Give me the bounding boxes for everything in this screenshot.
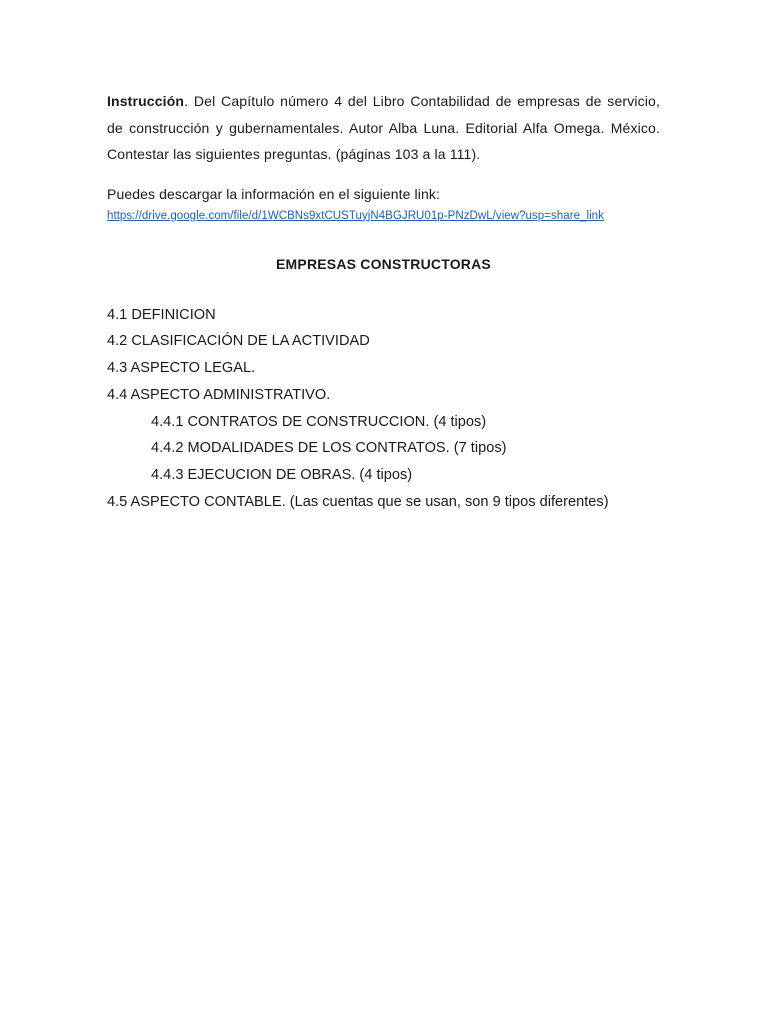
outline-item: 4.2 CLASIFICACIÓN DE LA ACTIVIDAD — [107, 333, 370, 350]
topic-outline — [107, 302, 660, 516]
outline-subitem: 4.4.3 EJECUCION DE OBRAS. (4 tipos) — [151, 467, 413, 484]
instruction-text: . Del Capítulo número 4 del Libro Contabilidad de empresas de servicio, de construcción y gubernamentales. Autor Alba Luna. Editorial Alfa Omega. México. Contestar las siguientes preguntas. (páginas 103 a la 111). — [107, 93, 660, 162]
download-text: Puedes descargar la información en el siguiente link: — [107, 185, 440, 202]
instruction-label: Instrucción — [107, 93, 185, 109]
outline-item: 4.4 ASPECTO ADMINISTRATIVO. — [107, 386, 331, 403]
outline-subitem: 4.4.1 CONTRATOS DE CONSTRUCCION. (4 tipos) — [151, 413, 487, 430]
drive-link[interactable]: https://drive.google.com/file/d/1WCBNs9xtCUSTuyjN4BGJRU01p-PNzDwL/view?usp=share_link — [107, 209, 604, 222]
outline-item: 4.1 DEFINICION — [107, 306, 216, 323]
instruction-paragraph — [107, 88, 660, 168]
outline-item: 4.5 ASPECTO CONTABLE. (Las cuentas que se usan, son 9 tipos diferentes) — [107, 494, 609, 511]
section-heading: EMPRESAS CONSTRUCTORAS — [276, 255, 491, 272]
outline-item: 4.3 ASPECTO LEGAL. — [107, 360, 256, 377]
outline-subitem: 4.4.2 MODALIDADES DE LOS CONTRATOS. (7 tipos) — [151, 440, 507, 457]
